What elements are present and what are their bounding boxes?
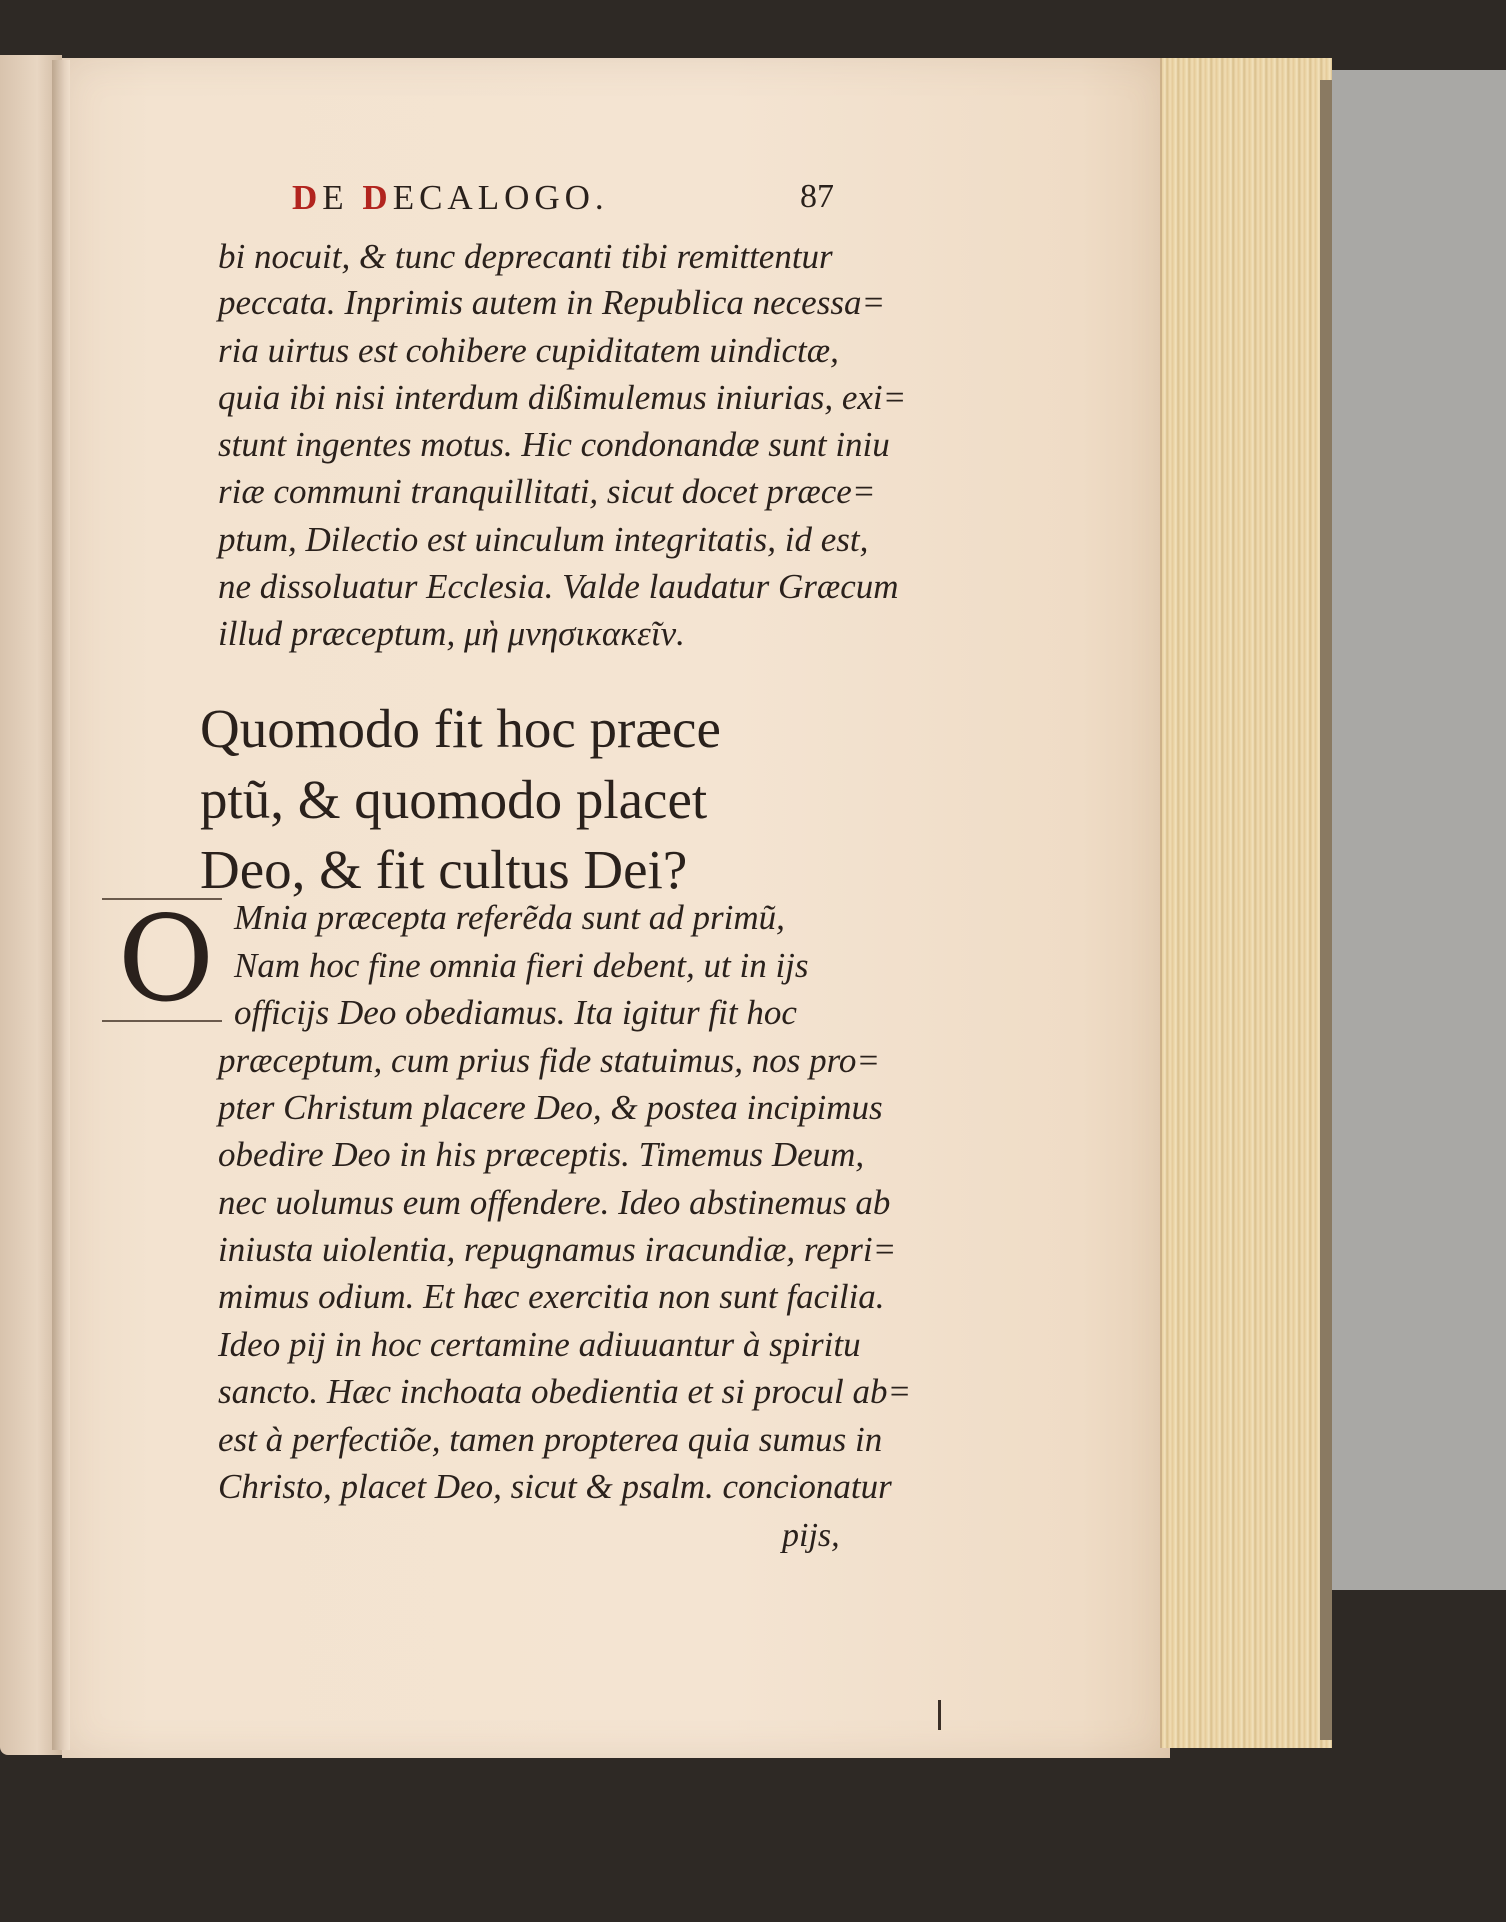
decorated-initial: O [117,890,215,1028]
running-head-word-2: ECALOGO. [392,178,609,217]
page-block-shadow [1320,80,1332,1740]
section-heading-line: Quomodo fit hoc præce [200,698,721,759]
text-line: præceptum, cum prius fide statuimus, nos pro= [218,1041,881,1080]
text-line: ptum, Dilectio est uinculum integritatis, id est, [218,520,869,559]
text-line: sancto. Hæc inchoata obedientia et si procul ab= [218,1372,912,1411]
page-mark [938,1700,941,1730]
text-line: stunt ingentes motus. Hic condonandæ sunt iniu [218,425,890,464]
text-line: riæ communi tranquillitati, sicut docet præce= [218,472,876,511]
text-line: Mnia præcepta referẽda sunt ad primũ, [234,898,785,937]
running-head-initial: D [292,178,323,217]
section-heading-line: Deo, & fit cultus Dei? [200,839,688,900]
text-line: obedire Deo in his præceptis. Timemus Deum, [218,1135,865,1174]
page-block-edges [1160,58,1332,1748]
text-line: ne dissoluatur Ecclesia. Valde laudatur Græcum [218,567,899,606]
text-line: illud præceptum, μὴ μνησικακεῖν. [218,614,685,653]
text-line: officijs Deo obediamus. Ita igitur fit hoc [234,993,797,1032]
catchword: pijs, [782,1517,840,1554]
text-line: Ideo pij in hoc certamine adiuuantur à spiritu [218,1325,861,1364]
text-line: ria uirtus est cohibere cupiditatem uindictæ, [218,331,839,370]
running-head [292,178,609,218]
text-line: Nam hoc fine omnia fieri debent, ut in ijs [234,946,809,985]
text-line: pter Christum placere Deo, & postea incipimus [218,1088,883,1127]
running-head-initial: D [362,178,393,217]
text-line: nec uolumus eum offendere. Ideo abstinemus ab [218,1183,891,1222]
text-line: bi nocuit, & tunc deprecanti tibi remittentur [218,237,833,276]
text-line: Christo, placet Deo, sicut & psalm. concionatur [218,1467,892,1506]
text-line: est à perfectiõe, tamen propterea quia sumus in [218,1420,883,1459]
text-line: quia ibi nisi interdum dißimulemus iniurias, exi= [218,378,907,417]
page-number: 87 [800,178,834,215]
book-gutter [52,60,70,1750]
section-heading-line: ptũ, & quomodo placet [200,769,708,830]
text-line: mimus odium. Et hæc exercitia non sunt facilia. [218,1277,885,1316]
running-head-word-1: E [322,178,363,217]
text-line: peccata. Inprimis autem in Republica necessa= [218,283,886,322]
grey-backing-board [1330,70,1506,1590]
text-line: iniusta uiolentia, repugnamus iracundiæ, repri= [218,1230,897,1269]
